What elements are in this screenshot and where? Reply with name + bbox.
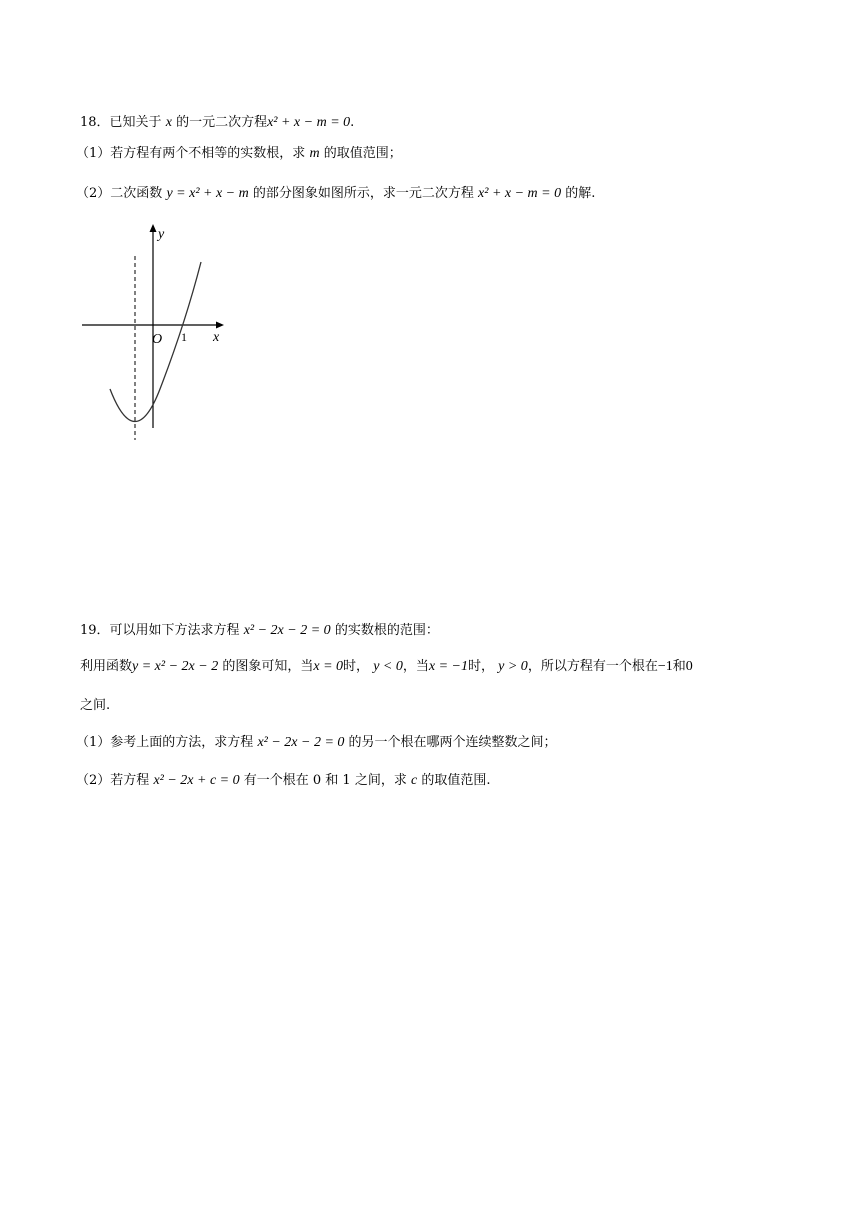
q19-part1-text-b: 的另一个根在哪两个连续整数之间； <box>348 735 557 750</box>
q18-part2-function: y = x² + x − m <box>166 186 249 201</box>
q19-line2-cond2: y < 0 <box>373 659 403 674</box>
q18-statement <box>80 114 354 132</box>
q18-part1-text-a: 若方程有两个不相等的实数根，求 <box>110 146 306 161</box>
y-axis-label: y <box>158 227 165 242</box>
q18-part1 <box>76 145 402 163</box>
x-axis-label: x <box>213 330 220 345</box>
q19-part2-text-c: 的取值范围. <box>421 773 491 788</box>
q19-line2-cond1: x = 0 <box>313 659 344 674</box>
q18-part2 <box>76 185 595 203</box>
q19-statement <box>80 622 439 640</box>
origin-label: O <box>152 332 163 347</box>
q19-intro-a: 可以用如下方法求方程 <box>109 623 240 638</box>
q19-line2-e: ，当 <box>402 659 429 674</box>
q19-number: 19． <box>80 623 110 638</box>
q18-part2-text-a: 二次函数 <box>110 186 163 201</box>
q19-part2-var: c <box>410 773 418 788</box>
q18-part1-var: m <box>309 146 320 161</box>
q19-part2-label: （2） <box>76 773 111 788</box>
q19-line2-cond3: x = −1 <box>428 659 468 674</box>
q19-line2-d: 时， <box>343 659 370 674</box>
q19-part2-text-b: 有一个根在 0 和 1 之间，求 <box>243 773 407 788</box>
q18-part1-label: （1） <box>76 146 111 161</box>
tick-one-label: 1 <box>181 330 187 344</box>
q19-line2-g: ，所以方程有一个根在 <box>527 659 658 674</box>
q19-line2-num1: −1 <box>657 659 673 674</box>
q18-number: 18． <box>80 115 110 130</box>
q19-line2-a: 利用函数 <box>80 659 133 674</box>
q19-line2-f: 时， <box>467 659 494 674</box>
q19-part1-equation: x² − 2x − 2 = 0 <box>257 735 345 750</box>
q18-intro-var: x <box>165 115 172 130</box>
x-axis-arrow <box>216 322 224 329</box>
y-axis-arrow <box>150 224 157 232</box>
parabola-graph <box>78 222 228 442</box>
q18-intro-a: 已知关于 <box>109 115 162 130</box>
q19-intro-b: 的实数根的范围： <box>334 623 439 638</box>
q18-part2-label: （2） <box>76 186 111 201</box>
q19-part1-label: （1） <box>76 735 111 750</box>
q19-part2-text-a: 若方程 <box>110 773 150 788</box>
q18-intro-b: 的一元二次方程 <box>176 115 268 130</box>
q19-intro-equation: x² − 2x − 2 = 0 <box>243 623 331 638</box>
q18-part2-text-c: 的解. <box>565 186 596 201</box>
q19-line2-function: y = x² − 2x − 2 <box>132 659 219 674</box>
q19-explanation-end: 之间. <box>80 698 111 713</box>
q18-part1-text-b: 的取值范围； <box>323 146 402 161</box>
q19-part2-equation: x² − 2x + c = 0 <box>153 773 240 788</box>
q19-part2 <box>76 772 490 790</box>
q18-intro-end: . <box>350 115 355 130</box>
q18-part2-text-b: 的部分图象如图所示，求一元二次方程 <box>252 186 474 201</box>
q19-part1-text-a: 参考上面的方法，求方程 <box>110 735 254 750</box>
q19-explanation <box>80 658 693 676</box>
q18-equation: x² + x − m = 0 <box>267 115 351 130</box>
q19-line2-cond4: y > 0 <box>498 659 528 674</box>
q19-line2-h: 和 <box>672 659 686 674</box>
q18-part2-equation: x² + x − m = 0 <box>478 186 562 201</box>
q19-line2-num2: 0 <box>685 659 693 674</box>
q19-part1 <box>76 734 557 752</box>
q19-line2-b: 的图象可知，当 <box>222 659 314 674</box>
